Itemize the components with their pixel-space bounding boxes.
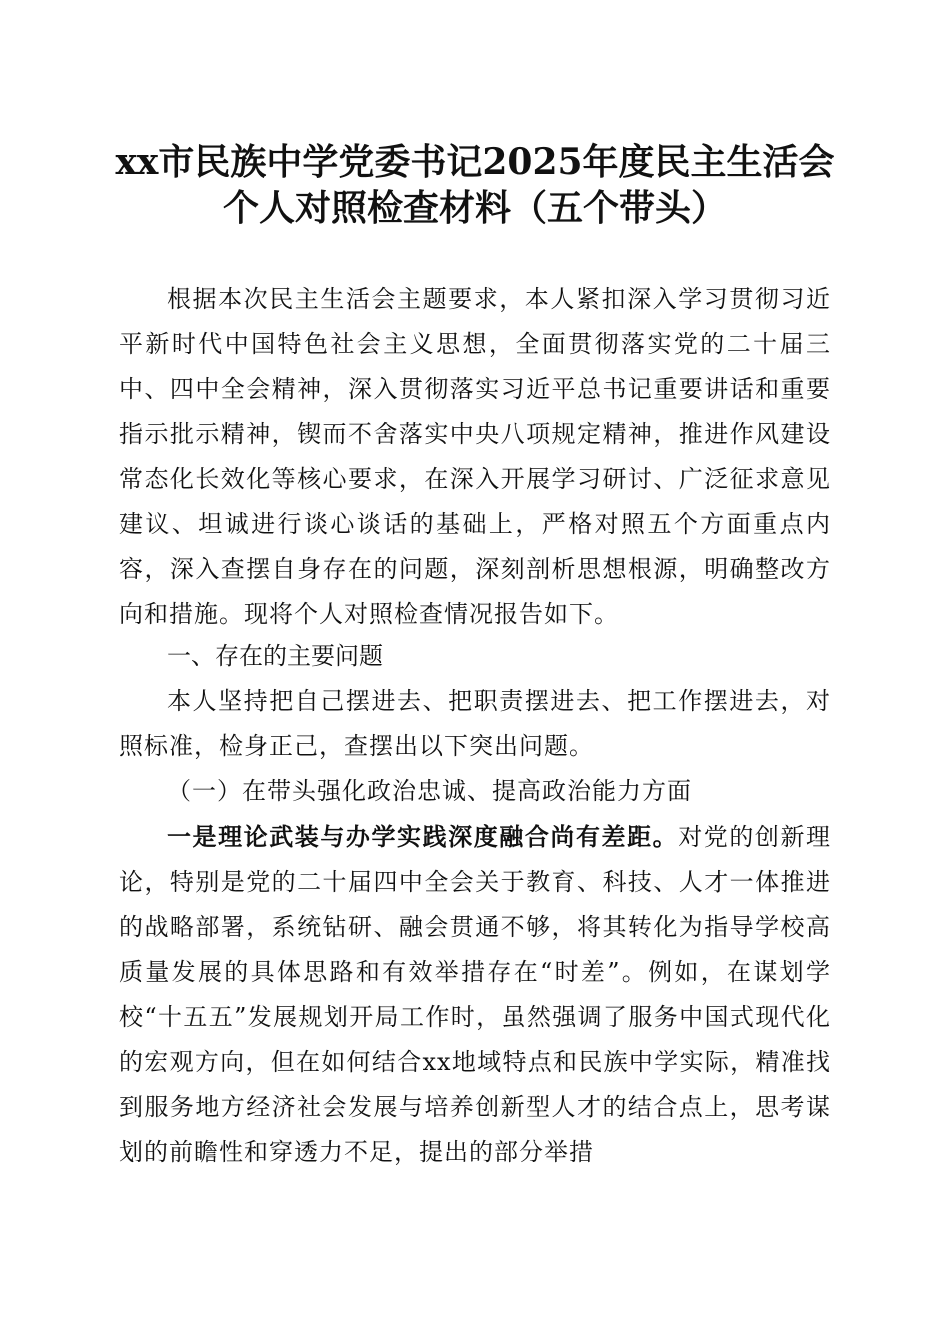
document-title-line-1: xx市民族中学党委书记2025年度民主生活会 [115,141,835,183]
subsection-heading-political-loyalty: （一）在带头强化政治忠诚、提高政治能力方面 [167,777,692,805]
section-heading-main-problems: 一、存在的主要问题 [167,642,383,670]
section-intro-paragraph: 本人坚持把自己摆进去、把职责摆进去、把工作摆进去，对照标准，检身正己，查摆出以下突出问题。 [119,687,831,760]
point-one-lead: 一是理论武装与办学实践深度融合尚有差距。 [167,822,679,851]
point-one-text: 对党的创新理论，特别是党的二十届四中全会关于教育、科技、人才一体推进的战略部署，系统钻研、融会贯通不够，将其转化为指导学校高质量发展的具体思路和有效举措存在“时差”。例如，在谋划学校“十五五”发展规划开局工作时，虽然强调了服务中国式现代化的宏观方向，但在如何结合xx地域特点和民族中学实际，精准找到服务地方经济社会发展与培养创新型人才的结合点上，思考谋划的前瞻性和穿透力不足，提出的部分举措 [119,823,832,1166]
intro-paragraph: 根据本次民主生活会主题要求，本人紧扣深入学习贯彻习近平新时代中国特色社会主义思想，全面贯彻落实党的二十届三中、四中全会精神，深入贯彻落实习近平总书记重要讲话和重要指示批示精神，锲而不舍落实中央八项规定精神，推进作风建设常态化长效化等核心要求，在深入开展学习研讨、广泛征求意见建议、坦诚进行谈心谈话的基础上，严格对照五个方面重点内容，深入查摆自身存在的问题，深刻剖析思想根源，明确整改方向和措施。现将个人对照检查情况报告如下。 [119,285,831,628]
document-title-line-2: 个人对照检查材料（五个带头） [222,187,727,229]
point-one-paragraph [119,814,831,1175]
